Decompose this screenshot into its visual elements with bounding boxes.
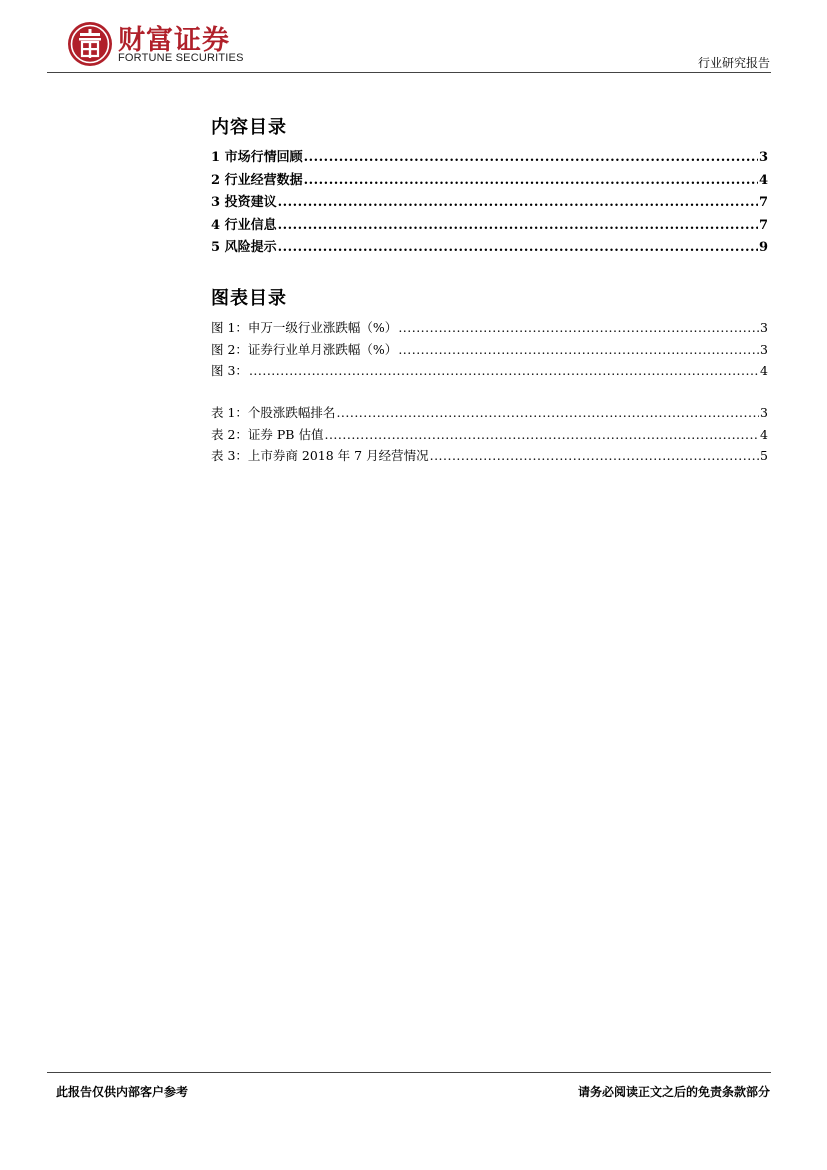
page-header	[0, 0, 827, 80]
table-entry-page: 3	[760, 405, 768, 420]
toc-leader-dots	[398, 342, 759, 357]
figure-entry[interactable]	[211, 361, 768, 383]
brand-name-en: FORTUNE SECURITIES	[118, 52, 244, 64]
table-entry[interactable]	[211, 446, 768, 468]
contents-title: 内容目录	[211, 117, 287, 138]
toc-leader-dots	[278, 218, 758, 233]
table-entry-label: 表 1：个股涨跌幅排名	[211, 405, 336, 420]
toc-entry[interactable]	[211, 214, 768, 237]
chart-list	[211, 318, 768, 383]
contents-list	[211, 146, 768, 259]
toc-entry-label: 2 行业经营数据	[211, 172, 303, 188]
table-entry[interactable]	[211, 425, 768, 447]
toc-entry-label: 1 市场行情回顾	[211, 150, 303, 165]
figure-entry-label: 图 2：证券行业单月涨跌幅（%）	[211, 341, 398, 357]
brand-name-cn: 财富证券	[118, 25, 230, 56]
figure-entry-page: 4	[760, 363, 768, 378]
footer-disclaimer-left: 此报告仅供内部客户参考	[56, 1085, 189, 1099]
fortune-securities-logo-icon	[66, 20, 114, 68]
figure-entry-label: 图 3：	[211, 363, 248, 378]
toc-entry-page: 4	[758, 172, 768, 188]
table-entry-page: 4	[760, 426, 768, 442]
toc-leader-dots	[336, 405, 759, 420]
toc-entry-page: 7	[758, 195, 768, 210]
toc-leader-dots	[304, 173, 758, 188]
toc-leader-dots	[278, 195, 758, 210]
figure-entry-page: 3	[760, 341, 768, 357]
toc-entry[interactable]	[211, 236, 768, 259]
toc-entry-page: 3	[758, 150, 768, 165]
table-entry-label: 表 2：证券 PB 估值	[211, 426, 324, 442]
figure-entry-page: 3	[760, 320, 768, 335]
toc-leader-dots	[324, 427, 759, 442]
figure-entry[interactable]	[211, 340, 768, 362]
report-type: 行业研究报告	[697, 56, 770, 70]
toc-leader-dots	[398, 320, 759, 335]
figure-entry[interactable]	[211, 318, 768, 340]
toc-entry[interactable]	[211, 191, 768, 214]
figure-entry-label: 图 1：申万一级行业涨跌幅（%）	[211, 320, 398, 335]
toc-entry-label: 4 行业信息	[211, 217, 277, 233]
figures-title: 图表目录	[211, 288, 287, 309]
toc-entry[interactable]	[211, 169, 768, 192]
table-list	[211, 403, 768, 468]
header-divider	[47, 72, 771, 73]
table-entry[interactable]	[211, 403, 768, 425]
toc-entry-page: 7	[758, 217, 768, 233]
toc-leader-dots	[278, 240, 758, 255]
table-entry-label: 表 3：上市券商 2018 年 7 月经营情况	[211, 448, 429, 463]
toc-entry-page: 9	[758, 240, 768, 255]
toc-leader-dots	[430, 448, 759, 463]
footer-divider	[47, 1072, 771, 1073]
table-entry-page: 5	[760, 448, 768, 463]
toc-leader-dots	[304, 150, 758, 165]
footer-disclaimer-right: 请务必阅读正文之后的免责条款部分	[577, 1085, 770, 1099]
toc-entry-label: 5 风险提示	[211, 240, 277, 255]
toc-entry-label: 3 投资建议	[211, 195, 277, 210]
toc-leader-dots	[249, 363, 759, 378]
toc-entry[interactable]	[211, 146, 768, 169]
